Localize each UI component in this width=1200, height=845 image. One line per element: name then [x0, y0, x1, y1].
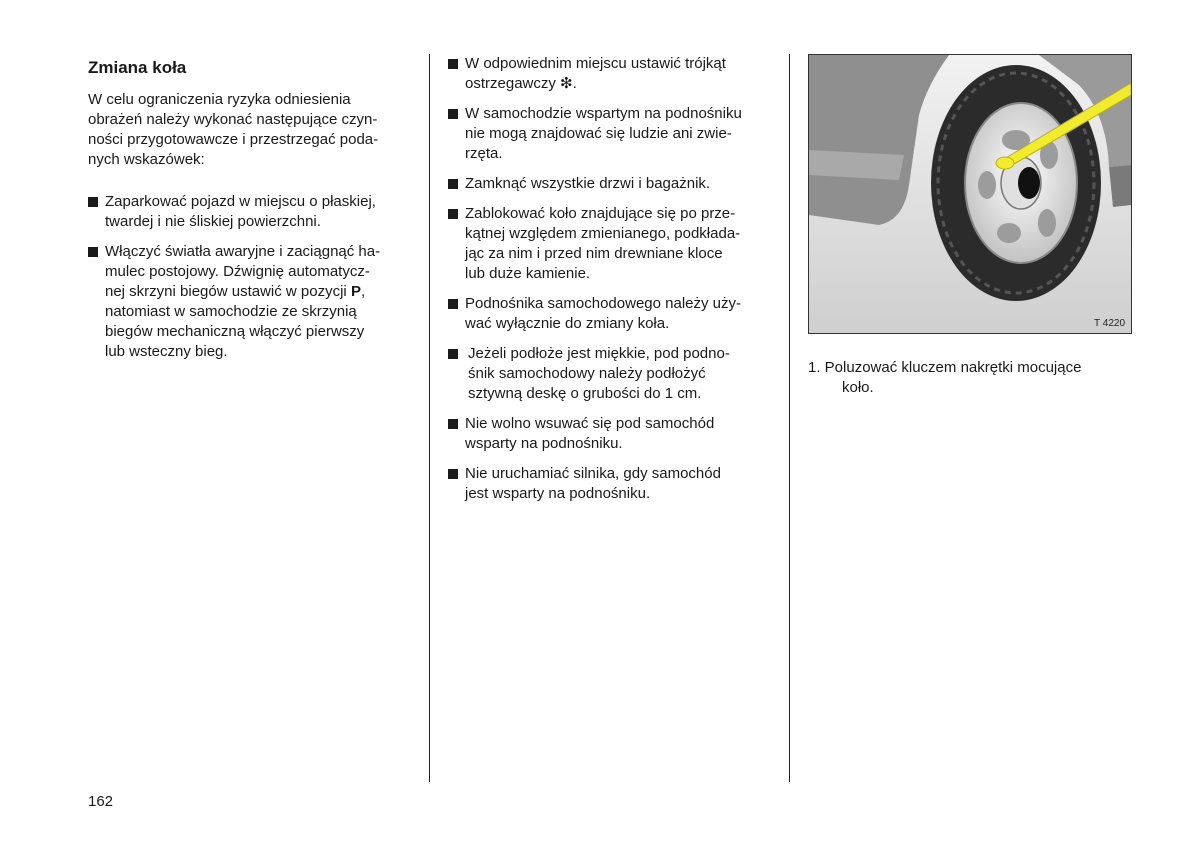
list-line: biegów mechaniczną włączyć pierwszy	[105, 323, 365, 340]
square-bullet-icon	[448, 209, 458, 219]
intro-paragraph	[88, 90, 413, 170]
intro-line: obrażeń należy wykonać następujące czyn-	[88, 111, 378, 128]
rim-hole	[978, 171, 996, 199]
square-bullet-icon	[448, 349, 458, 359]
list-item	[448, 174, 778, 194]
step-instruction	[808, 358, 1132, 398]
step-line: koło.	[842, 379, 874, 396]
list-line: jest wsparty na podnośniku.	[465, 485, 651, 502]
gear-position-label: P	[350, 283, 361, 300]
list-line: kątnej względem zmienianego, podkłada-	[465, 225, 741, 242]
list-item	[448, 204, 778, 284]
rim-hole	[1038, 209, 1056, 237]
rim-hole	[997, 223, 1021, 243]
list-line: nie mogą znajdować się ludzie ani zwie-	[465, 125, 732, 142]
wheel-drawing	[809, 55, 1131, 333]
square-bullet-icon	[448, 179, 458, 189]
list-item	[448, 294, 778, 334]
left-bullet-list	[88, 192, 413, 362]
right-column	[808, 54, 1132, 398]
square-bullet-icon	[88, 197, 98, 207]
list-line: jąc za nim i przed nim drewniane kloce	[465, 245, 723, 262]
list-item	[88, 242, 413, 362]
wrench-socket	[996, 157, 1014, 169]
list-line: natomiast w samochodzie ze skrzynią	[105, 303, 357, 320]
figure-label: T 4220	[1094, 318, 1125, 329]
list-line: nej skrzyni biegów ustawić w pozycji	[105, 283, 351, 300]
list-item	[448, 414, 778, 454]
square-bullet-icon	[448, 109, 458, 119]
list-line: W samochodzie wspartym na podnośniku	[465, 105, 742, 122]
square-bullet-icon	[448, 59, 458, 69]
list-line: Nie wolno wsuwać się pod samochód	[465, 415, 715, 432]
square-bullet-icon	[448, 469, 458, 479]
list-line: wsparty na podnośniku.	[465, 435, 623, 452]
list-line: W odpowiednim miejscu ustawić trójkąt	[465, 55, 726, 72]
list-item	[448, 464, 778, 504]
list-item	[448, 104, 778, 164]
square-bullet-icon	[448, 419, 458, 429]
list-line: twardej i nie śliskiej powierzchni.	[105, 213, 321, 230]
list-line: mulec postojowy. Dźwignię automatycz-	[105, 263, 370, 280]
intro-line: ności przygotowawcze i przestrzegać poda-	[88, 131, 379, 148]
list-line: rzęta.	[465, 145, 503, 162]
list-line: Nie uruchamiać silnika, gdy samochód	[465, 465, 721, 482]
hub-center	[1018, 167, 1040, 199]
step-line: 1. Poluzować kluczem nakrętki mocujące	[808, 359, 1082, 376]
list-line: Zablokować koło znajdujące się po prze-	[465, 205, 736, 222]
list-line: sztywną deskę o grubości do 1 cm.	[468, 385, 702, 402]
square-bullet-icon	[88, 247, 98, 257]
intro-line: W celu ograniczenia ryzyka odniesienia	[88, 91, 351, 108]
middle-bullet-list	[448, 54, 778, 504]
list-line: Podnośnika samochodowego należy uży-	[465, 295, 741, 312]
section-heading: Zmiana koła	[88, 58, 187, 77]
bumper	[809, 150, 904, 180]
list-line: śnik samochodowy należy podłożyć	[468, 365, 706, 382]
list-line: lub duże kamienie.	[465, 265, 591, 282]
list-line: lub wsteczny bieg.	[105, 343, 228, 360]
list-line: wać wyłącznie do zmiany koła.	[465, 315, 670, 332]
square-bullet-icon	[448, 299, 458, 309]
list-line: Włączyć światła awaryjne i zaciągnąć ha-	[105, 243, 381, 260]
list-line: Jeżeli podłoże jest miękkie, pod podno-	[468, 345, 730, 362]
list-line: ostrzegawczy ❇.	[465, 75, 577, 92]
list-line: ,	[360, 283, 366, 300]
list-line: Zaparkować pojazd w miejscu o płaskiej,	[105, 193, 376, 210]
page-number: 162	[88, 793, 114, 810]
column-divider-2	[789, 54, 790, 782]
left-column	[88, 54, 413, 372]
list-item	[448, 54, 778, 94]
list-line: Zamknąć wszystkie drzwi i bagażnik.	[465, 175, 711, 192]
intro-line: nych wskazówek:	[88, 151, 205, 168]
list-item	[448, 344, 778, 404]
column-divider-1	[429, 54, 430, 782]
middle-column	[448, 54, 778, 514]
wheel-illustration	[808, 54, 1132, 334]
list-item	[88, 192, 413, 232]
